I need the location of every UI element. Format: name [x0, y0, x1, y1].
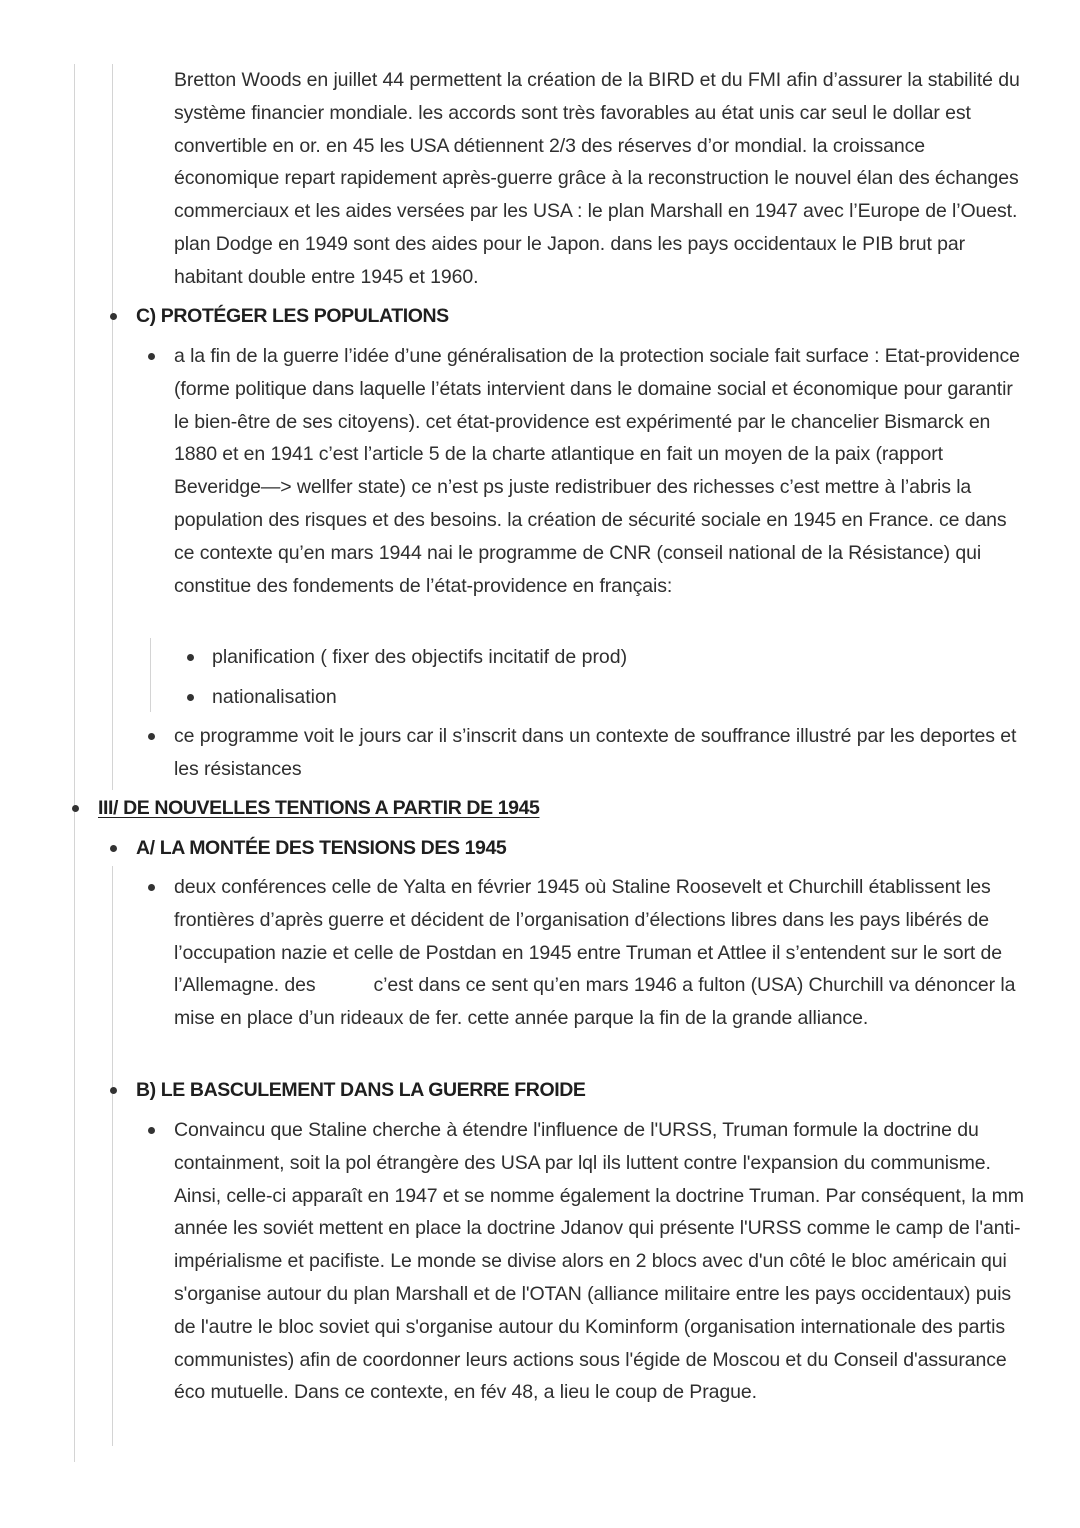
yalta-text-part-2: c’est dans ce sent qu’en mars 1946 a fulton (USA) Churchill va dénoncer la mise en place d’un rideaux de fer. cette année parque la fin de la grande alliance.	[174, 974, 1016, 1030]
bullet-nationalisation	[187, 694, 194, 701]
subsection-a-heading: A/ LA MONTÉE DES TENSIONS DES 1945	[136, 837, 507, 859]
cnr-programme-paragraph: ce programme voit le jours car il s’inscrit dans un contexte de souffrance illustré par les deportes et les résistances	[174, 725, 1017, 780]
bullet-section-iii	[72, 805, 79, 812]
bullet-cnr-programme	[148, 733, 155, 740]
list-item-planification: planification ( fixer des objectifs incitatif de prod)	[212, 646, 628, 668]
bullet-subsection-b	[110, 1087, 117, 1094]
yalta-text-part-1: deux conférences celle de Yalta en février 1945 où Staline Roosevelt et Churchill établissent les frontières d’après guerre et décident de l’organisation d’élections libres dans les pays libérés de l’occupation nazie et celle de Postdan en 1945 entre Truman et Attlee il s’entendent sur le sort de l’Allemagne. des	[174, 876, 1003, 997]
bullet-planification	[187, 654, 194, 661]
bullet-subsection-a	[110, 845, 117, 852]
yalta-postdam-paragraph	[174, 871, 1026, 1035]
indent-guide-level-1	[74, 64, 75, 1462]
bullet-subsection-c	[110, 313, 117, 320]
indent-guide-level-2-upper	[112, 64, 113, 790]
list-item-nationalisation: nationalisation	[212, 686, 337, 708]
bullet-yalta	[148, 884, 155, 891]
bretton-woods-paragraph: Bretton Woods en juillet 44 permettent la création de la BIRD et du FMI afin d’assurer la stabilité du système financier mondiale. les accords sont très favorables au état unis car seul le dollar est convertible en or. en 45 les USA détiennent 2/3 des réserves d’or mondial. la croissance économique repart rapidement après-guerre grâce à la reconstruction le nouvel élan des échanges commerciaux et les aides versées par les USA : le plan Marshall en 1947 avec l’Europe de l’Ouest. plan Dodge en 1949 sont des aides pour le Japon. dans les pays occidentaux le PIB brut par habitant double entre 1945 et 1960.	[174, 69, 1020, 288]
section-iii-heading: III/ DE NOUVELLES TENTIONS A PARTIR DE 1945	[98, 797, 540, 819]
bullet-containment	[148, 1127, 155, 1134]
indent-guide-level-3	[150, 638, 151, 712]
subsection-b-heading: B) LE BASCULEMENT DANS LA GUERRE FROIDE	[136, 1079, 586, 1101]
indent-guide-level-2-lower	[112, 866, 113, 1446]
bullet-etat-providence	[148, 353, 155, 360]
etat-providence-paragraph: a la fin de la guerre l’idée d’une généralisation de la protection sociale fait surface : Etat-providence (forme politique dans laquelle l’états intervient dans le domaine social et économique pour garantir le bien-être de ses citoyens). cet état-providence est expérimenté par le chancelier Bismarck en 1880 et en 1941 c’est l’article 5 de la charte atlantique en fait un moyen de la paix (rapport Beveridge—> wellfer state) ce n’est ps juste redistribuer des richesses c’est mettre à l’abris la population des risques et des besoins. la création de sécurité sociale en 1945 en France. ce dans ce contexte qu’en mars 1944 nai le programme de CNR (conseil national de la Résistance) qui constitue des fondements de l’état-providence en français:	[174, 345, 1020, 597]
containment-paragraph: Convaincu que Staline cherche à étendre l'influence de l'URSS, Truman formule la doctrine du containment, soit la pol étrangère des USA par lql ils luttent contre l'expansion du communisme. Ainsi, celle-ci apparaît en 1947 et se nomme également la doctrine Truman. Par conséquent, la mm année les soviét mettent en place la doctrine Jdanov qui présente l'URSS comme le camp de l'anti-impérialisme et pacifiste. Le monde se divise alors en 2 blocs avec d'un côté le bloc américain qui s'organise autour du plan Marshall et de l'OTAN (alliance militaire entre les pays occidentaux) puis de l'autre le bloc soviet qui s'organise autour du Kominform (organisation internationale des partis communistes) afin de coordonner leurs actions sous l'égide de Moscou et du Conseil d'assurance éco mutuelle. Dans ce contexte, en fév 48, a lieu le coup de Prague.	[174, 1119, 1024, 1404]
subsection-c-heading: C) PROTÉGER LES POPULATIONS	[136, 305, 449, 327]
